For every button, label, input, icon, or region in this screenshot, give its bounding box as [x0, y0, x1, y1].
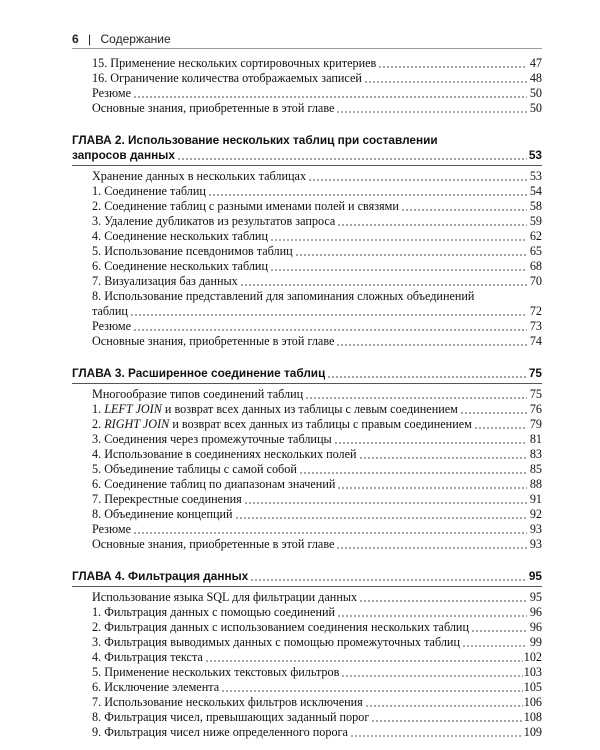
- leader-dots: [337, 487, 527, 489]
- chapter-3-heading[interactable]: [72, 366, 542, 384]
- leader-dots: [205, 660, 523, 662]
- leader-dots: [270, 239, 527, 241]
- toc-entry[interactable]: Основные знания, приобретенные в этой главе 74: [92, 334, 542, 348]
- toc-entry[interactable]: 4. Соединение нескольких таблиц 62: [92, 229, 542, 243]
- toc-entry[interactable]: 15. Применение нескольких сортировочных критериев 47: [92, 56, 542, 70]
- toc-entry[interactable]: Резюме 93: [92, 522, 542, 536]
- toc-entry[interactable]: 4. Использование в соединениях нескольких полей 83: [92, 447, 542, 461]
- toc-entry[interactable]: Многообразие типов соединений таблиц 75: [92, 387, 542, 401]
- leader-dots: [460, 412, 527, 414]
- toc-entry[interactable]: 3. Соединения через промежуточные таблицы 81: [92, 432, 542, 446]
- chapter-title: ГЛАВА 3. Расширенное соединение таблиц 75: [72, 366, 542, 380]
- leader-dots: [299, 472, 527, 474]
- leader-dots: [359, 457, 527, 459]
- leader-dots: [371, 720, 522, 722]
- leader-dots: [250, 579, 527, 581]
- leader-dots: [270, 269, 527, 271]
- chapter-title-line2: запросов данных 53: [72, 148, 542, 162]
- leader-dots: [359, 600, 527, 602]
- header-title: Содержание: [100, 32, 171, 46]
- table-of-contents: [72, 56, 542, 740]
- toc-entry[interactable]: 1. Соединение таблиц 54: [92, 184, 542, 198]
- toc-entry[interactable]: Использование языка SQL для фильтрации данных 95: [92, 590, 542, 604]
- toc-entry[interactable]: Резюме 50: [92, 86, 542, 100]
- leader-dots: [350, 735, 523, 737]
- leader-dots: [305, 397, 527, 399]
- toc-entry[interactable]: 5. Объединение таблицы с самой собой 85: [92, 462, 542, 476]
- toc-entry[interactable]: 2. Фильтрация данных с использованием соединения нескольких таблиц 96: [92, 620, 542, 634]
- toc-entry[interactable]: 8. Использование представлений для запоминания сложных объединений: [92, 289, 475, 303]
- leader-dots: [337, 224, 527, 226]
- leader-dots: [341, 675, 522, 677]
- leader-dots: [208, 194, 527, 196]
- sql-keyword: RIGHT JOIN: [104, 417, 170, 431]
- toc-entry[interactable]: Основные знания, приобретенные в этой главе 50: [92, 101, 542, 115]
- leader-dots: [177, 158, 527, 160]
- sql-keyword: LEFT JOIN: [104, 402, 162, 416]
- leader-dots: [308, 179, 527, 181]
- leader-dots: [295, 254, 527, 256]
- leader-dots: [337, 615, 527, 617]
- toc-entry[interactable]: 5. Использование псевдонимов таблиц 65: [92, 244, 542, 258]
- leader-dots: [471, 630, 527, 632]
- toc-entry[interactable]: 2. RIGHT JOIN и возврат всех данных из таблицы с правым соединением 79: [92, 417, 542, 431]
- leader-dots: [336, 111, 527, 113]
- toc-entry[interactable]: 2. Соединение таблиц с разными именами полей и связями 58: [92, 199, 542, 213]
- leader-dots: [336, 547, 527, 549]
- leader-dots: [235, 517, 527, 519]
- leader-dots: [244, 502, 527, 504]
- chapter-3-entries: [72, 387, 542, 552]
- leader-dots: [327, 376, 527, 378]
- chapter-2-entries: [72, 169, 542, 349]
- header-rule: [72, 48, 542, 49]
- leader-dots: [240, 284, 527, 286]
- leader-dots: [365, 705, 523, 707]
- toc-entry[interactable]: 1. Фильтрация данных с помощью соединений 96: [92, 605, 542, 619]
- leader-dots: [474, 427, 527, 429]
- chapter-title: ГЛАВА 4. Фильтрация данных 95: [72, 569, 542, 583]
- chapter-4-heading[interactable]: [72, 569, 542, 587]
- toc-entry[interactable]: 1. LEFT JOIN и возврат всех данных из таблицы с левым соединением 76: [92, 402, 542, 416]
- leader-dots: [133, 329, 527, 331]
- toc-entry[interactable]: 3. Удаление дубликатов из результатов запроса 59: [92, 214, 542, 228]
- leader-dots: [130, 314, 527, 316]
- leader-dots: [133, 532, 527, 534]
- chapter1-tail: [72, 56, 542, 116]
- leader-dots: [462, 645, 527, 647]
- chapter-title-line1: ГЛАВА 2. Использование нескольких таблиц при составлении: [72, 133, 438, 147]
- toc-entry[interactable]: 8. Фильтрация чисел, превышающих заданный порог 108: [92, 710, 542, 724]
- toc-entry[interactable]: 4. Фильтрация текста 102: [92, 650, 542, 664]
- toc-entry[interactable]: 6. Соединение таблиц по диапазонам значений 88: [92, 477, 542, 491]
- page-number: 6: [72, 32, 79, 46]
- toc-entry[interactable]: 7. Использование нескольких фильтров исключения 106: [92, 695, 542, 709]
- leader-dots: [378, 66, 527, 68]
- toc-entry[interactable]: 6. Соединение нескольких таблиц 68: [92, 259, 542, 273]
- toc-entry[interactable]: 7. Перекрестные соединения 91: [92, 492, 542, 506]
- leader-dots: [334, 442, 527, 444]
- toc-entry-continuation[interactable]: таблиц 72: [92, 304, 542, 318]
- running-head: [72, 31, 542, 47]
- chapter-4-entries: [72, 590, 542, 740]
- toc-entry[interactable]: 3. Фильтрация выводимых данных с помощью промежуточных таблиц 99: [92, 635, 542, 649]
- toc-entry[interactable]: 7. Визуализация баз данных 70: [92, 274, 542, 288]
- toc-entry[interactable]: 5. Применение нескольких текстовых фильтров 103: [92, 665, 542, 679]
- leader-dots: [221, 690, 523, 692]
- toc-entry[interactable]: Основные знания, приобретенные в этой главе 93: [92, 537, 542, 551]
- leader-dots: [336, 344, 527, 346]
- toc-entry[interactable]: 6. Исключение элемента 105: [92, 680, 542, 694]
- toc-entry[interactable]: 9. Фильтрация чисел ниже определенного порога 109: [92, 725, 542, 739]
- header-separator: |: [88, 32, 92, 46]
- toc-entry[interactable]: Резюме 73: [92, 319, 542, 333]
- toc-entry[interactable]: 8. Объединение концепций 92: [92, 507, 542, 521]
- leader-dots: [133, 96, 527, 98]
- toc-entry[interactable]: Хранение данных в нескольких таблицах 53: [92, 169, 542, 183]
- leader-dots: [401, 209, 527, 211]
- chapter-2-heading[interactable]: [72, 133, 542, 166]
- leader-dots: [364, 81, 527, 83]
- toc-entry[interactable]: 16. Ограничение количества отображаемых записей 48: [92, 71, 542, 85]
